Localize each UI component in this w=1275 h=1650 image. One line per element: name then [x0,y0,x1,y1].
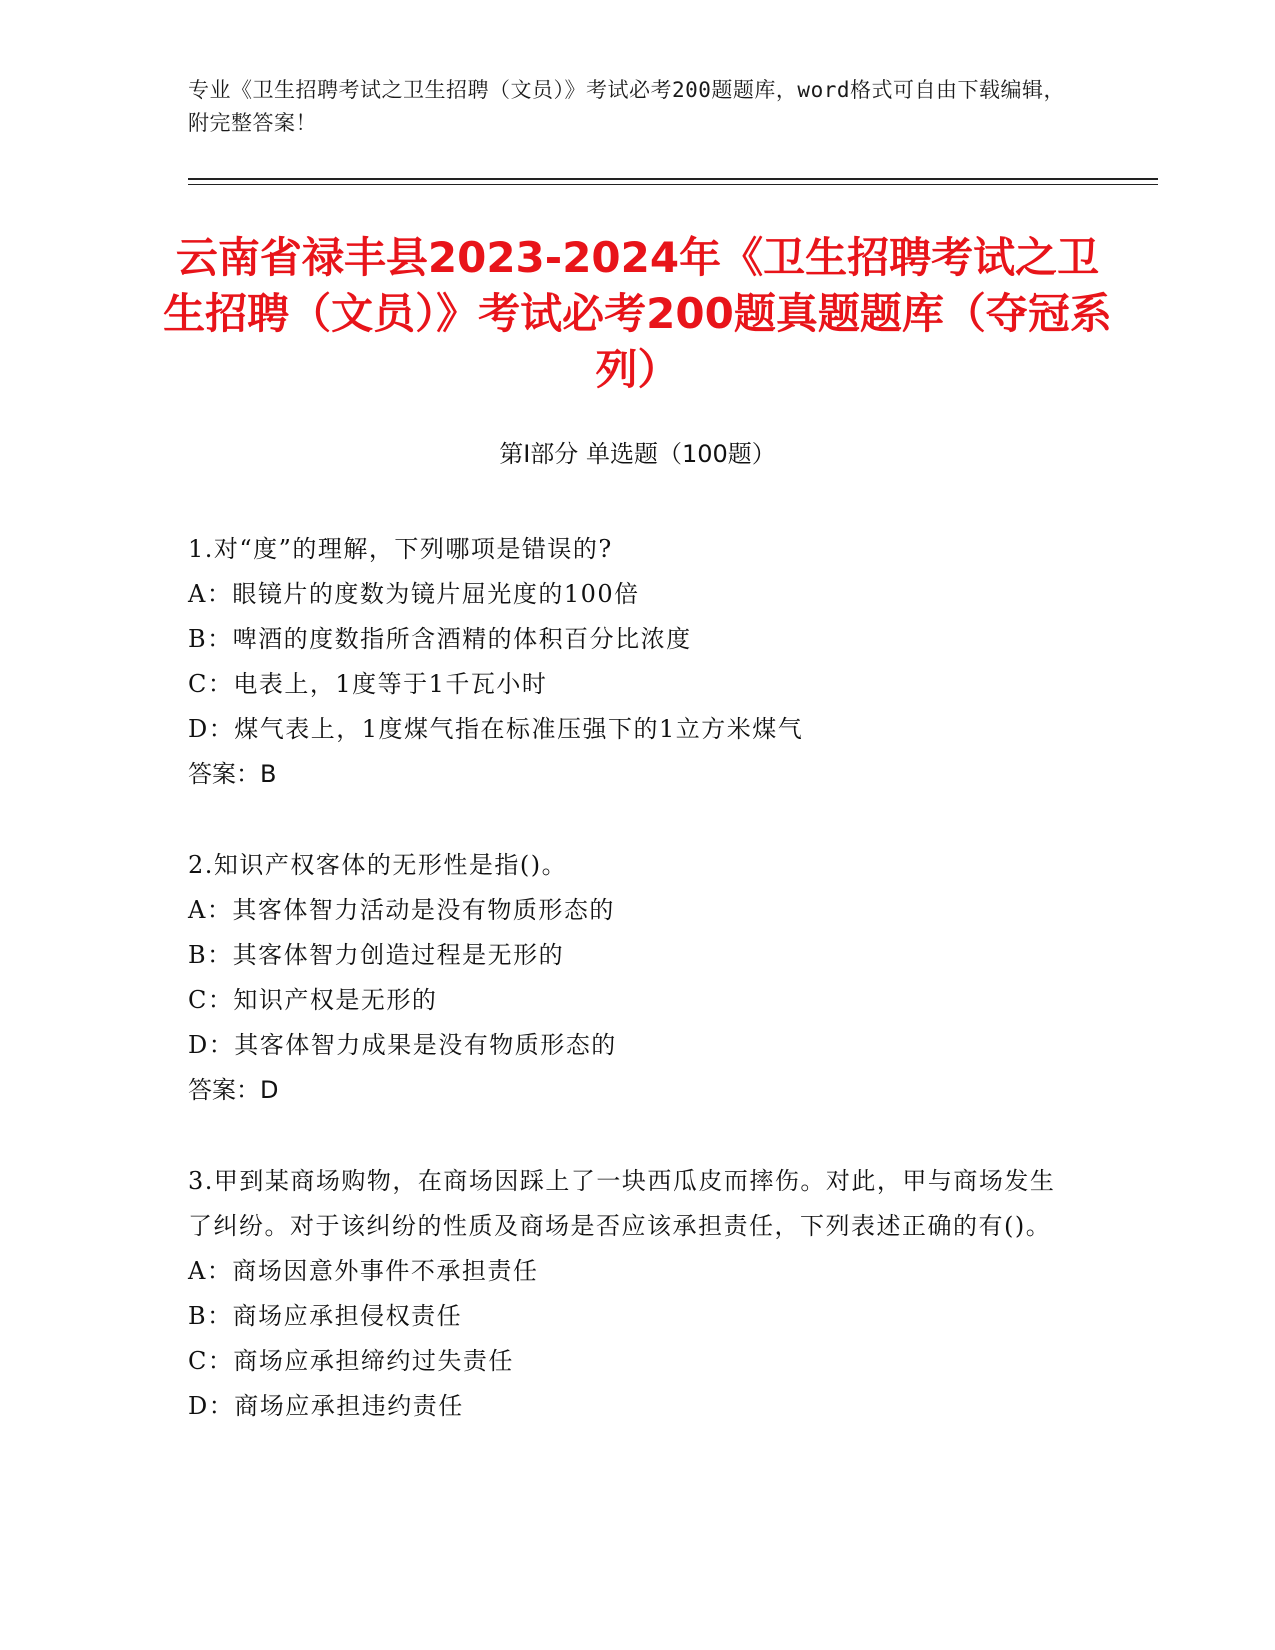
document-title: 云南省禄丰县2023-2024年《卫生招聘考试之卫生招聘（文员）》考试必考200题真题题库（夺冠系列） [163,233,1112,394]
header-divider-thick [188,178,1158,180]
option-a: A：商场因意外事件不承担责任 [188,1257,539,1285]
option-c: C：商场应承担缔约过失责任 [188,1347,514,1375]
header-divider-thin [188,184,1158,185]
option-d: D：其客体智力成果是没有物质形态的 [188,1031,617,1059]
answer-key: 答案：D [188,1076,279,1104]
option-a: A：其客体智力活动是没有物质形态的 [188,896,615,924]
option-d: D：商场应承担违约责任 [188,1392,464,1420]
option-c: C：知识产权是无形的 [188,986,438,1014]
question-list [188,527,1068,1475]
option-d: D：煤气表上，1度煤气指在标准压强下的1立方米煤气 [188,715,804,743]
question-1 [188,527,1068,797]
question-2 [188,843,1068,1113]
header-note: 专业《卫生招聘考试之卫生招聘（文员）》考试必考200题题库，word格式可自由下载编辑，附完整答案！ [188,78,1065,135]
question-stem: 2.知识产权客体的无形性是指()。 [188,851,568,879]
question-stem: 1.对“度”的理解，下列哪项是错误的? [188,535,613,563]
question-3 [188,1159,1068,1429]
question-stem: 3.甲到某商场购物，在商场因踩上了一块西瓜皮而摔伤。对此，甲与商场发生了纠纷。对于该纠纷的性质及商场是否应该承担责任，下列表述正确的有()。 [188,1167,1056,1240]
option-a: A：眼镜片的度数为镜片屈光度的100倍 [188,580,640,608]
answer-key: 答案：B [188,760,277,788]
option-c: C：电表上，1度等于1千瓦小时 [188,670,548,698]
option-b: B：其客体智力创造过程是无形的 [188,941,565,969]
option-b: B：啤酒的度数指所含酒精的体积百分比浓度 [188,625,692,653]
option-b: B：商场应承担侵权责任 [188,1302,463,1330]
section-heading: 第I部分 单选题（100题） [499,440,776,468]
